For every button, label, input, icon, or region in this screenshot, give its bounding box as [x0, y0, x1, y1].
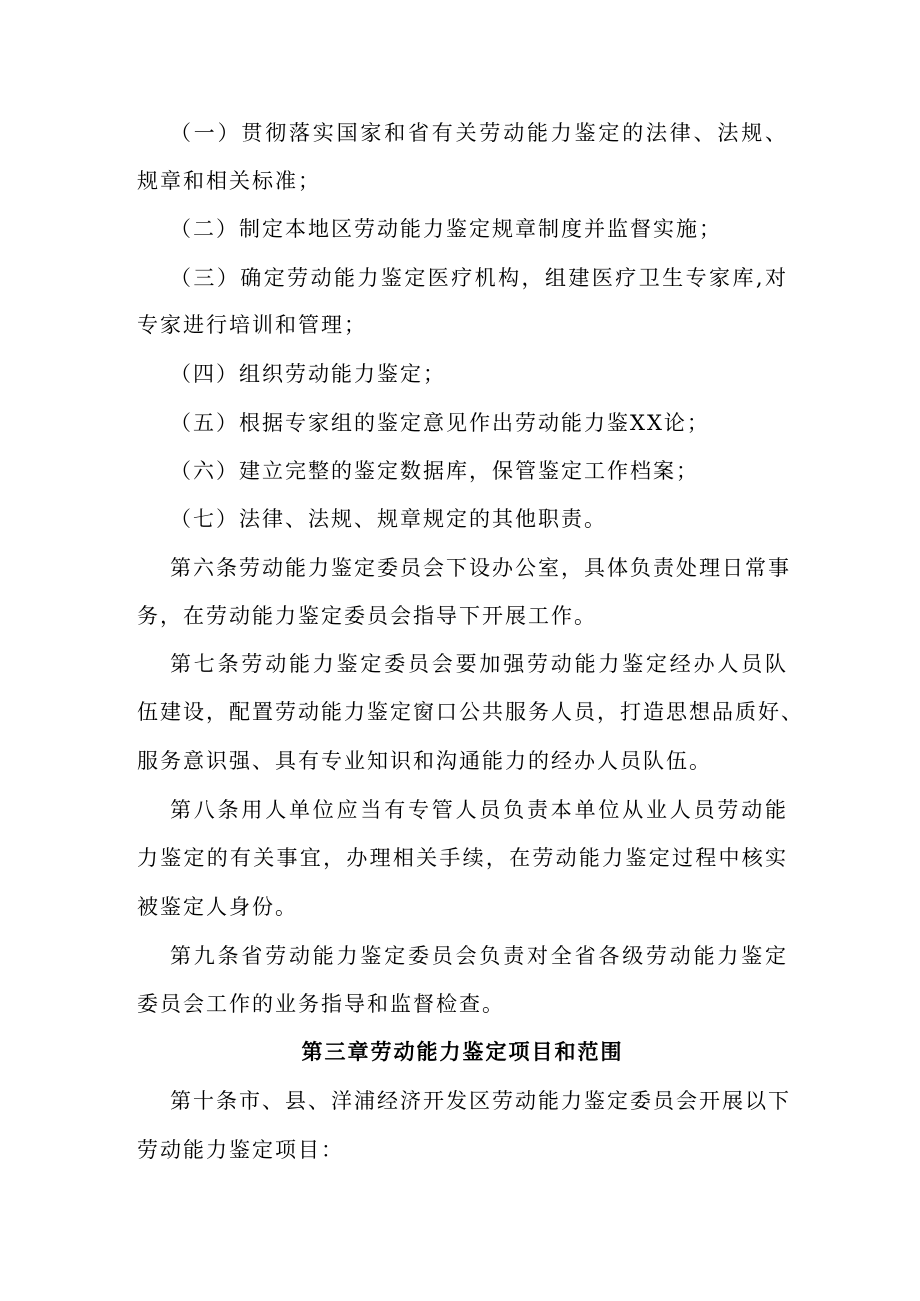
text-line: 第九条省劳动能力鉴定委员会负责对全省各级劳动能力鉴定 [170, 944, 788, 968]
text-line: （四）组织劳动能力鉴定； [170, 362, 446, 386]
text-line: 专家进行培训和管理； [137, 313, 367, 337]
text-line: （七）法律、法规、规章规定的其他职责。 [170, 507, 607, 531]
text-line: 务，在劳动能力鉴定委员会指导下开展工作。 [137, 604, 597, 628]
text-line: （六）建立完整的鉴定数据库，保管鉴定工作档案； [170, 459, 699, 483]
text-line: 规章和相关标准； [137, 169, 321, 193]
text-line: 第十条市、县、洋浦经济开发区劳动能力鉴定委员会开展以下 [170, 1089, 791, 1113]
text-line: 伍建设，配置劳动能力鉴定窗口公共服务人员，打造思想品质好、 [137, 700, 804, 724]
text-line: （三）确定劳动能力鉴定医疗机构，组建医疗卫生专家库,对 [170, 266, 788, 290]
text-line: 委员会工作的业务指导和监督检查。 [137, 992, 505, 1016]
text-line: （一）贯彻落实国家和省有关劳动能力鉴定的法律、法规、 [170, 121, 788, 145]
text-line: （五）根据专家组的鉴定意见作出劳动能力鉴XX论； [170, 411, 710, 435]
text-line: 被鉴定人身份。 [137, 895, 298, 919]
text-line: 力鉴定的有关事宜，办理相关手续，在劳动能力鉴定过程中核实 [137, 846, 788, 870]
text-line: 第八条用人单位应当有专管人员负责本单位从业人员劳动能 [170, 798, 788, 822]
text-line: 第六条劳动能力鉴定委员会下设办公室，具体负责处理日常事 [170, 556, 791, 580]
text-line: 服务意识强、具有专业知识和沟通能力的经办人员队伍。 [137, 749, 712, 773]
text-line: 第七条劳动能力鉴定委员会要加强劳动能力鉴定经办人员队 [170, 652, 788, 676]
text-line: （二）制定本地区劳动能力鉴定规章制度并监督实施； [170, 217, 722, 241]
chapter-heading: 第三章劳动能力鉴定项目和范围 [301, 1039, 624, 1064]
text-line: 劳动能力鉴定项目： [137, 1138, 344, 1162]
